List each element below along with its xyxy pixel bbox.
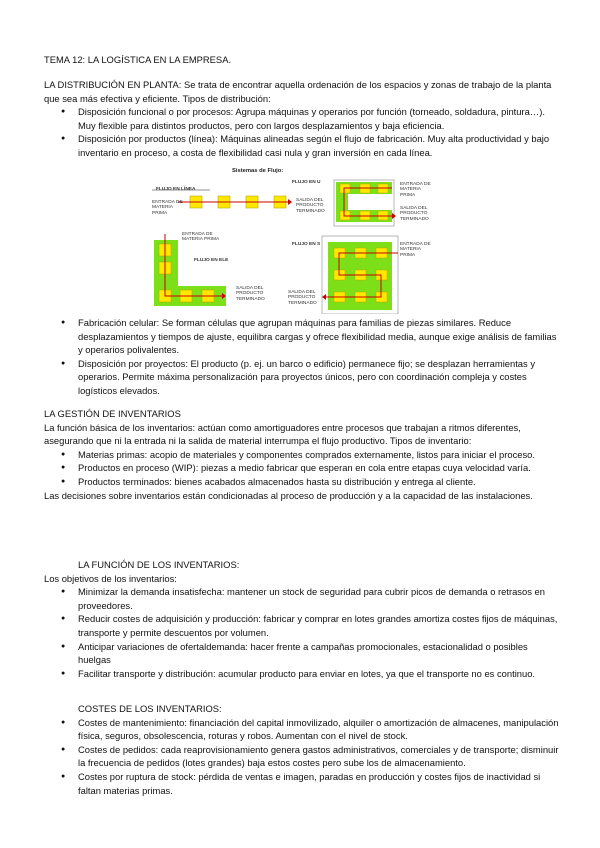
list-item: ● Costes de pedidos: cada reaprovisionamiento genera gastos administrativos, comerciales y de transporte; disminuir la frecuencia de pedidos (lotes grandes) baja estos costes pero sube los de almacenamiento. (44, 743, 562, 770)
funcion-heading: LA FUNCIÓN DE LOS INVENTARIOS: (78, 559, 240, 570)
costes-list (44, 716, 562, 798)
label-entrada-u: ENTRADA DE MATERIA PRIMA (400, 182, 431, 198)
figure-title: Sistemas de Flujo: (232, 168, 284, 174)
list-item: ● Facilitar transporte y distribución: acumular producto para enviar en lotes, ya que el transporte no es continuo. (44, 667, 562, 681)
list-item: ● Reducir costes de adquisición y producción: fabricar y comprar en lotes grandes amortiza costes fijos de máquinas, transporte y permite descuentos por volumen. (44, 612, 562, 639)
distribucion-list-a (44, 105, 562, 159)
label-entrada-ele: ENTRADA DE MATERIA PRIMA (182, 232, 220, 243)
label-flujo-linea: FLUJO EN LÍNEA (156, 187, 196, 192)
section-inventarios (44, 407, 562, 502)
label-entrada-linea: ENTRADA DE MATERIA PRIMA (152, 200, 183, 216)
label-salida-s: SALIDA DEL PRODUCTO TERMINADO (288, 290, 317, 306)
inventarios-closing: Las decisiones sobre inventarios están condicionadas al proceso de producción y a la capacidad de las instalaciones. (44, 489, 533, 501)
flow-systems-figure (150, 162, 432, 314)
list-item: ● Costes por ruptura de stock: pérdida de ventas e imagen, paradas en producción y costes fijos de inactividad si faltan materias primas. (44, 770, 562, 797)
distribucion-heading: LA DISTRIBUCIÓN EN PLANTA: (44, 79, 182, 90)
s-flow-diagram (322, 236, 398, 314)
distribucion-intro (44, 78, 562, 105)
label-flujo-s: FLUJO EN S (292, 242, 321, 247)
page-title: TEMA 12: LA LOGÍSTICA EN LA EMPRESA. (44, 54, 232, 65)
list-item: ● Anticipar variaciones de ofertaldemanda: hacer frente a campañas promocionales, estacionalidad o posibles huelgas (44, 640, 562, 667)
list-item: ● Productos terminados: bienes acabados almacenados hasta su distribución y entrega al cliente. (44, 475, 562, 489)
inventarios-heading: LA GESTIÓN DE INVENTARIOS (44, 408, 181, 419)
l-flow-diagram (154, 234, 229, 306)
costes-heading: COSTES DE LOS INVENTARIOS: (78, 703, 222, 714)
list-item: ● Materias primas: acopio de materiales y componentes comprados externamente, listos para iniciar el proceso. (44, 448, 562, 462)
section-funcion (44, 558, 562, 680)
list-item: ● Fabricación celular: Se forman células que agrupan máquinas para familias de piezas similares. Reduce desplazamientos y tiempos de ajuste, equilibra cargas y ofrece flexibilidad media, aunque exige análisis de familias y operarios polivalentes. (44, 316, 562, 357)
section-costes (44, 702, 562, 797)
list-item: ● Disposición por proyectos: El producto (p. ej. un barco o edificio) permanece fijo; se desplazan herramientas y operarios. Permite máxima personalización para proyectos únicos, pero con coordinación compleja y costes logísticos elevados. (44, 357, 562, 398)
label-salida-ele: SALIDA DEL PRODUCTO TERMINADO (236, 286, 265, 302)
u-flow-diagram (334, 180, 396, 226)
list-item: ● Disposición funcional o por procesos: Agrupa máquinas y operarios por función (torneado, soldadura, pintura…). Muy flexible para distintos productos, pero con largos desplazamientos y baja eficiencia. (44, 105, 562, 132)
list-item: ● Productos en proceso (WIP): piezas a medio fabricar que esperan en cola entre etapas cuya velocidad varía. (44, 461, 562, 475)
label-entrada-s: ENTRADA DE MATERIA PRIMA (400, 242, 431, 258)
inventarios-text: La función básica de los inventarios: actúan como amortiguadores entre procesos que trabajan a ritmos diferentes, asegurando que ni la entrada ni la salida de material interrumpa el flujo productivo. Tipos de inventario: (44, 421, 521, 447)
distribucion-text: Se trata de encontrar aquella ordenación de los espacios y zonas de trabajo de la planta que sea más efectiva y eficiente. Tipos de distribución: (44, 79, 552, 104)
label-salida-linea: SALIDA DEL PRODUCTO TERMINADO (296, 198, 325, 214)
list-item: ● Minimizar la demanda insatisfecha: mantener un stock de seguridad para cubrir picos de demanda o retrasos en proveedores. (44, 585, 562, 612)
label-salida-u: SALIDA DEL PRODUCTO TERMINADO (400, 206, 429, 222)
section-distribucion (44, 78, 562, 160)
funcion-lead: Los objetivos de los inventarios: (44, 572, 177, 584)
label-flujo-u: FLUJO EN U (292, 180, 321, 185)
distribucion-list-b (44, 316, 562, 398)
label-flujo-ele: FLUJO EN ELE (194, 258, 229, 263)
inventarios-list (44, 448, 562, 489)
list-item: ● Disposición por productos (línea): Máquinas alineadas según el flujo de fabricación. Muy alta productividad y bajo inventario en proceso, a costa de flexibilidad casi nula y gran inversión en cada línea. (44, 132, 562, 159)
funcion-list (44, 585, 562, 680)
list-item: ● Costes de mantenimiento: financiación del capital inmovilizado, alquiler o amortización de almacenes, manipulación física, seguros, obsolescencia, roturas y robos. Aumentan con el nivel de stock. (44, 716, 562, 743)
section-distribucion-continued (44, 316, 562, 398)
